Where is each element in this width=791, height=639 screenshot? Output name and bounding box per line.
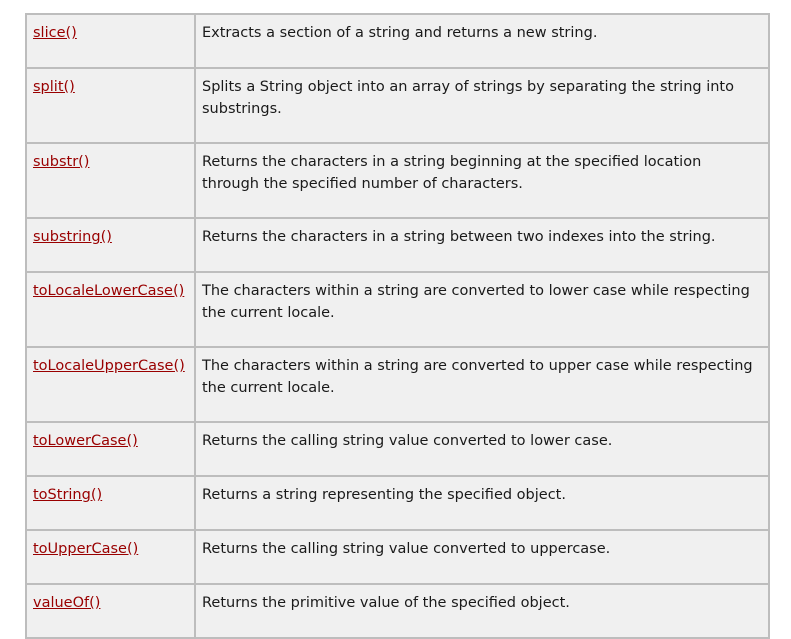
method-name-cell (26, 272, 195, 347)
method-link-tolocalelowercase[interactable]: toLocaleLowerCase() (33, 283, 185, 299)
method-link-split[interactable]: split() (33, 79, 75, 95)
table-row (26, 218, 769, 272)
table-row (26, 14, 769, 68)
table-row (26, 272, 769, 347)
method-name-cell (26, 584, 195, 638)
method-link-substr[interactable]: substr() (33, 154, 90, 170)
method-name-cell (26, 530, 195, 584)
method-link-slice[interactable]: slice() (33, 25, 77, 41)
table-row (26, 347, 769, 422)
method-link-tostring[interactable]: toString() (33, 487, 103, 503)
method-description: Extracts a section of a string and returns a new string. (195, 14, 769, 68)
string-methods-table (25, 13, 770, 639)
table-row (26, 68, 769, 143)
method-description: Returns the primitive value of the specified object. (195, 584, 769, 638)
table-row (26, 530, 769, 584)
method-name-cell (26, 422, 195, 476)
method-name-cell (26, 14, 195, 68)
method-link-substring[interactable]: substring() (33, 229, 112, 245)
method-description: Returns the characters in a string between two indexes into the string. (195, 218, 769, 272)
method-description: The characters within a string are converted to lower case while respecting the current locale. (195, 272, 769, 347)
string-methods-table-container (25, 13, 768, 639)
method-name-cell (26, 143, 195, 218)
method-name-cell (26, 68, 195, 143)
method-description: The characters within a string are converted to upper case while respecting the current locale. (195, 347, 769, 422)
method-link-tolowercase[interactable]: toLowerCase() (33, 433, 138, 449)
method-description: Returns the calling string value converted to uppercase. (195, 530, 769, 584)
method-name-cell (26, 476, 195, 530)
method-description: Returns the characters in a string beginning at the specified location through the specified number of characters. (195, 143, 769, 218)
table-row (26, 143, 769, 218)
method-description: Splits a String object into an array of strings by separating the string into substrings. (195, 68, 769, 143)
table-row (26, 422, 769, 476)
table-row (26, 476, 769, 530)
method-name-cell (26, 218, 195, 272)
method-description: Returns the calling string value converted to lower case. (195, 422, 769, 476)
method-link-valueof[interactable]: valueOf() (33, 595, 101, 611)
method-link-tolocaleuppercase[interactable]: toLocaleUpperCase() (33, 358, 185, 374)
method-name-cell (26, 347, 195, 422)
method-link-touppercase[interactable]: toUpperCase() (33, 541, 139, 557)
method-description: Returns a string representing the specified object. (195, 476, 769, 530)
table-row (26, 584, 769, 638)
